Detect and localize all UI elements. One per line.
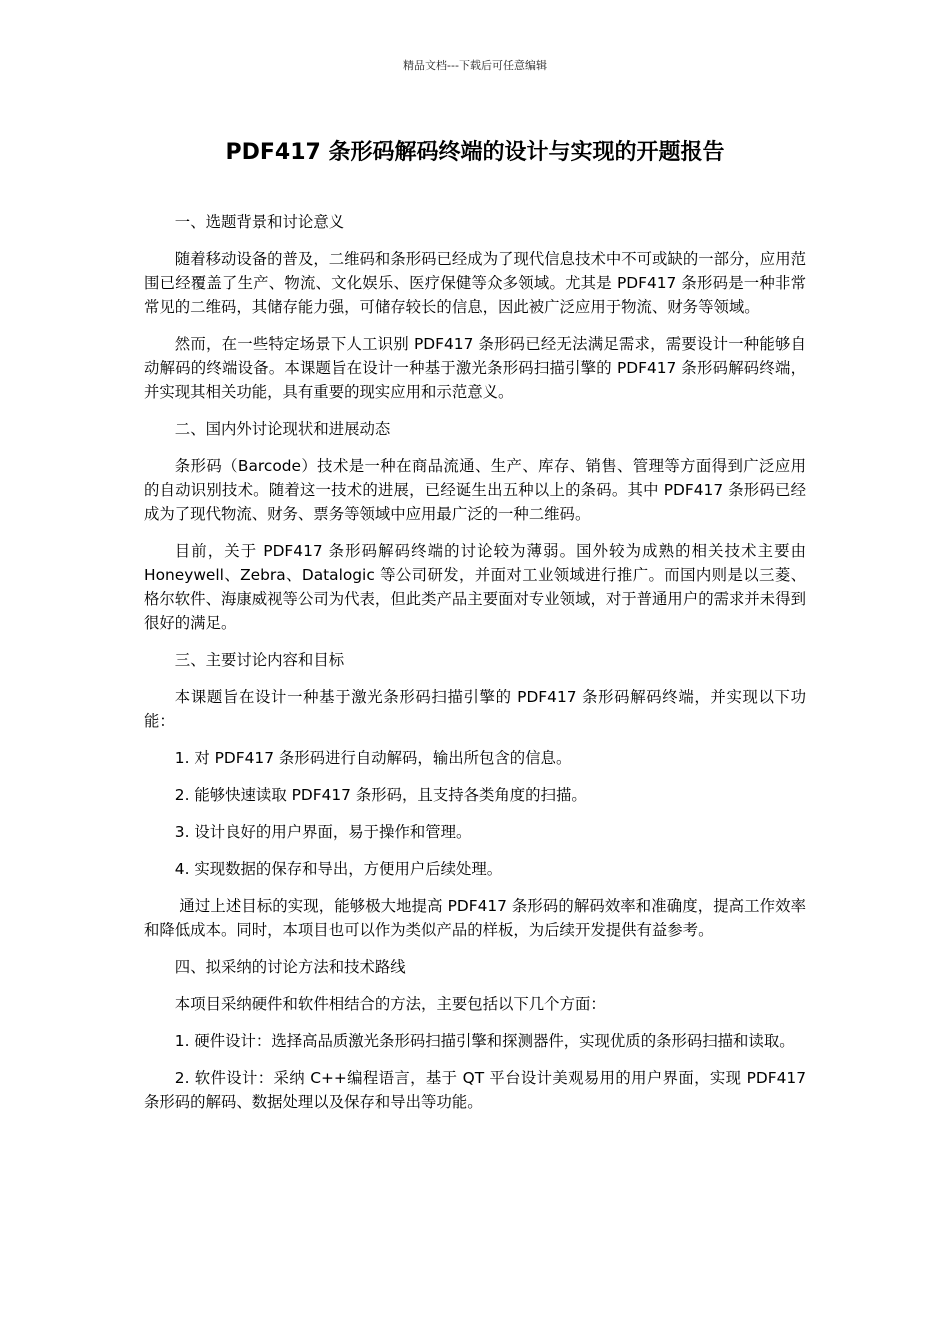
body-paragraph: 目前，关于 PDF417 条形码解码终端的讨论较为薄弱。国外较为成熟的相关技术主要由 Honeywell、Zebra、Datalogic 等公司研发，并面对工业领域进行推广。而国内则是以三菱、格尔软件、海康威视等公司为代表，但此类产品主要面对专业领域，对于普通用户的需求并未得到很好的满足。: [144, 542, 806, 632]
list-item: 4. 实现数据的保存和导出，方便用户后续处理。: [174, 860, 503, 878]
body-paragraph: 条形码（Barcode）技术是一种在商品流通、生产、库存、销售、管理等方面得到广泛应用的自动识别技术。随着这一技术的进展，已经诞生出五种以上的条码。其中 PDF417 条形码已经成为了现代物流、财务、票务等领域中应用最广泛的一种二维码。: [144, 457, 806, 523]
body-paragraph: 然而，在一些特定场景下人工识别 PDF417 条形码已经无法满足需求，需要设计一种能够自动解码的终端设备。本课题旨在设计一种基于激光条形码扫描引擎的 PDF417 条形码解码终端，并实现其相关功能，具有重要的现实应用和示范意义。: [144, 335, 806, 401]
list-item: 1. 硬件设计：选择高品质激光条形码扫描引擎和探测器件，实现优质的条形码扫描和读取。: [174, 1032, 795, 1050]
section-heading: 三、主要讨论内容和目标: [174, 651, 345, 669]
page-header: 精品文档---下载后可任意编辑: [403, 59, 547, 72]
list-item: 2. 能够快速读取 PDF417 条形码，且支持各类角度的扫描。: [174, 786, 587, 804]
list-item: 1. 对 PDF417 条形码进行自动解码，输出所包含的信息。: [174, 749, 572, 767]
document-body: [144, 210, 806, 1127]
document-title: PDF417 条形码解码终端的设计与实现的开题报告: [225, 140, 725, 165]
section-heading: 四、拟采纳的讨论方法和技术路线: [174, 958, 406, 976]
list-item: 2. 软件设计：采纳 C++编程语言，基于 QT 平台设计美观易用的用户界面，实现 PDF417 条形码的解码、数据处理以及保存和导出等功能。: [144, 1069, 806, 1111]
body-paragraph: 本项目采纳硬件和软件相结合的方法，主要包括以下几个方面：: [174, 995, 606, 1013]
body-paragraph: 随着移动设备的普及，二维码和条形码已经成为了现代信息技术中不可或缺的一部分，应用范围已经覆盖了生产、物流、文化娱乐、医疗保健等众多领域。尤其是 PDF417 条形码是一种非常常见的二维码，其储存能力强，可储存较长的信息，因此被广泛应用于物流、财务等领域。: [144, 250, 806, 316]
body-paragraph: 本课题旨在设计一种基于激光条形码扫描引擎的 PDF417 条形码解码终端，并实现以下功能：: [144, 688, 806, 730]
list-item: 3. 设计良好的用户界面，易于操作和管理。: [174, 823, 472, 841]
section-heading: 二、国内外讨论现状和进展动态: [174, 420, 391, 438]
section-heading: 一、选题背景和讨论意义: [174, 213, 345, 231]
summary-paragraph: 通过上述目标的实现，能够极大地提高 PDF417 条形码的解码效率和准确度，提高工作效率和降低成本。同时，本项目也可以作为类似产品的样板，为后续开发提供有益参考。: [144, 897, 806, 939]
